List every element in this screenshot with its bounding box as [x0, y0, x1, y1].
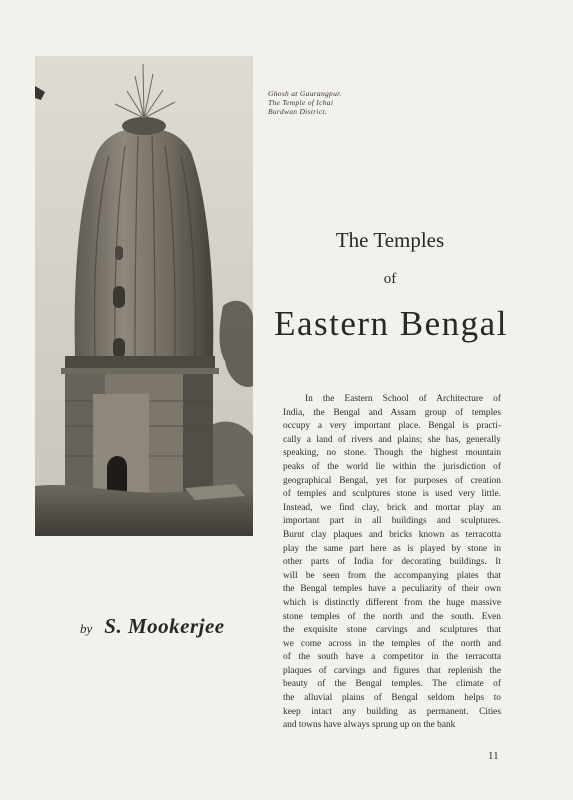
body-line: Burnt clay plaques and bricks known as terracotta [283, 529, 501, 540]
body-line: play the same part here as is played by stone in [283, 543, 501, 554]
body-line: stone temples of the north and the south. Even [283, 611, 501, 622]
body-line: geographical Bengal, yet for purposes of creation [283, 475, 501, 486]
body-line: of temples and sculptures stone is used very little. [283, 489, 501, 500]
body-line: the exquisite stone carvings and sculptures that [283, 625, 501, 636]
body-line: speaking, no stone. Though the highest mountain [283, 448, 501, 459]
byline-prefix: by [80, 621, 93, 636]
body-line: and towns have always sprung up on the bank [283, 720, 456, 731]
author-name: S. Mookerjee [104, 614, 225, 638]
body-line: the Bengal temples have a peculiarity of their own [283, 584, 501, 595]
body-line: other parts of India for decorating buildings. It [283, 557, 501, 568]
body-line: keep intact any building as permanent. Cities [283, 706, 501, 717]
body-line: India, the Bengal and Assam group of temples [283, 407, 501, 418]
body-line: we come across in the temples of the north and [283, 638, 501, 649]
temple-illustration [35, 56, 253, 536]
title-main: The Temples [335, 228, 445, 252]
body-line: In the Eastern School of Architecture of [305, 394, 501, 404]
body-line: cally a land of rivers and plains; she has, generally [283, 434, 501, 445]
body-line: important part in all buildings and sculptures. [283, 516, 501, 527]
temple-photo [35, 56, 253, 536]
page-number: 11 [488, 750, 499, 762]
caption-line: The Temple of Ichai [268, 98, 334, 107]
body-line: of the south have a competitor in the terracotta [283, 652, 501, 663]
body-line: Instead, we find clay, brick and mortar play an [283, 502, 501, 513]
byline [80, 614, 280, 639]
title-connector: of [383, 271, 397, 287]
photo-caption [268, 89, 408, 116]
body-line: plaques of carvings and figures that replenish the [283, 665, 501, 676]
article-body [283, 393, 501, 733]
body-line: the alluvial plains of Bengal seldom helps to [283, 693, 501, 704]
caption-line: Ghosh at Gaurangpur. [268, 89, 342, 98]
title-subject: Eastern Bengal [274, 304, 508, 343]
caption-line: Burdwan District. [268, 107, 327, 116]
body-line: occupy a very important place. Bengal is practi- [283, 421, 501, 432]
body-line: peaks of the world lie within the jurisdiction of [283, 461, 501, 472]
body-line: beauty of the Bengal temples. The climate of [283, 679, 501, 690]
body-line: which is distinctly different from the huge massive [283, 597, 501, 608]
body-line: will be seen from the accompanying plates that [283, 570, 501, 581]
